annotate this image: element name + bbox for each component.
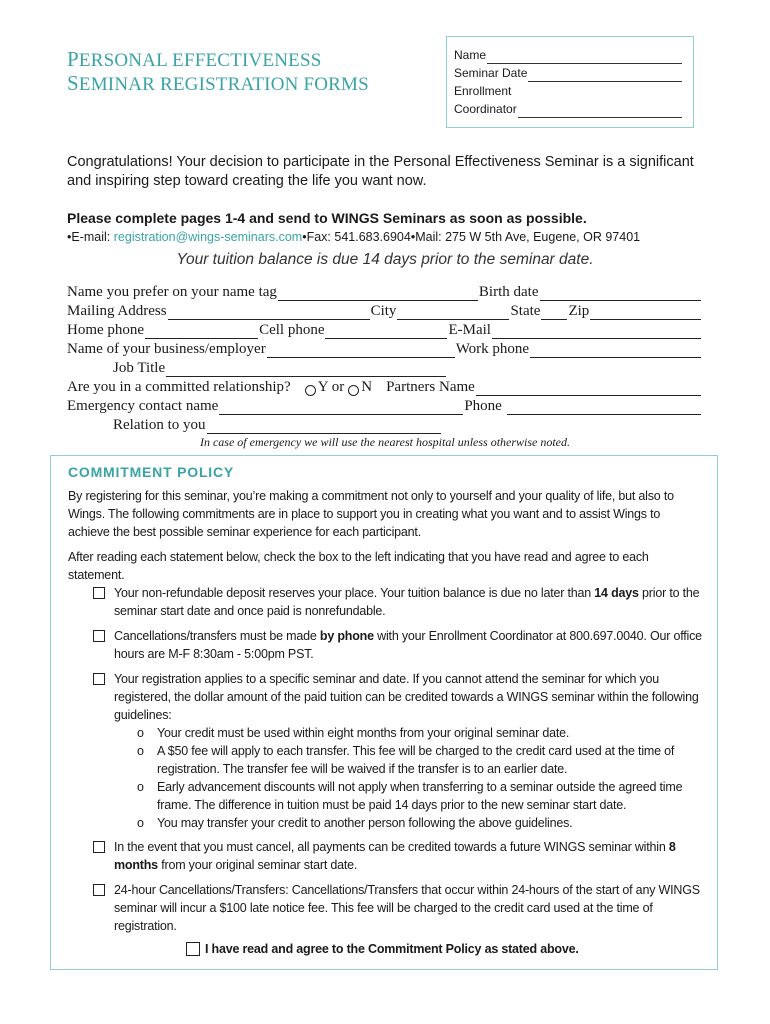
city-input[interactable] <box>397 305 509 320</box>
cell-phone-label: Cell phone <box>259 322 325 338</box>
job-title-label: Job Title <box>113 360 166 376</box>
name-tag-input[interactable] <box>278 286 478 301</box>
relation-input[interactable] <box>207 419 441 434</box>
seminar-date-label: Seminar Date <box>454 66 528 80</box>
late-fee-checkbox[interactable] <box>93 884 105 896</box>
registration-checkbox[interactable] <box>93 673 105 685</box>
agree-checkbox[interactable] <box>186 942 200 956</box>
name-tag-label: Name you prefer on your name tag <box>67 284 277 300</box>
partners-name-label: Partners Name <box>386 379 475 395</box>
page-title <box>67 48 369 96</box>
partners-name-input[interactable] <box>476 381 701 396</box>
item2-text-end: with your Enrollment Coordinator at 800.697.0040. Our office hours are M-F 8:30am - 5:00pm PST. <box>114 629 702 661</box>
mailing-address-input[interactable] <box>168 305 370 320</box>
business-input[interactable] <box>267 343 455 358</box>
policy-item-cancellations <box>93 627 705 663</box>
policy-heading: COMMITMENT POLICY <box>68 464 235 480</box>
policy-item-registration <box>93 670 705 832</box>
home-phone-input[interactable] <box>145 324 258 339</box>
policy-item-deposit <box>93 584 705 620</box>
state-label: State <box>510 303 541 319</box>
policy-item-late-fee <box>93 881 705 935</box>
work-phone-input[interactable] <box>530 343 701 358</box>
deposit-checkbox[interactable] <box>93 587 105 599</box>
tuition-note: Your tuition balance is due 14 days prior to the seminar date. <box>176 251 594 268</box>
registration-form <box>67 282 702 434</box>
relationship-yes-radio[interactable] <box>305 385 316 396</box>
item3-text: Your registration applies to a specific seminar and date. If you cannot attend the seminar for which you registered, the dollar amount of the paid tuition can be credited towards a WINGS seminar within the following guidelines: <box>114 672 699 722</box>
relationship-no-label: N <box>361 379 373 395</box>
enrollment-label: Enrollment <box>454 84 512 98</box>
emergency-note: In case of emergency we will use the nearest hospital unless otherwise noted. <box>199 435 571 449</box>
email-input[interactable] <box>492 324 701 339</box>
guideline-item: o A $50 fee will apply to each transfer. This fee will be charged to the credit card used at the time of registration. The transfer fee will be waived if the transfer is to an earlier date. <box>137 742 705 778</box>
agree-label: I have read and agree to the Commitment Policy as stated above. <box>205 942 579 956</box>
commitment-policy-box <box>50 455 718 970</box>
guideline-item: o Early advancement discounts will not apply when transferring to a seminar outside the agreed time frame. The difference in tuition must be paid 14 days prior to the new seminar start date. <box>137 778 705 814</box>
coordinator-field[interactable] <box>518 104 682 118</box>
email-label: E-Mail <box>448 322 491 338</box>
coordinator-box <box>446 36 694 128</box>
mailing-address-label: Mailing Address <box>67 303 167 319</box>
cancellations-checkbox[interactable] <box>93 630 105 642</box>
emergency-contact-label: Emergency contact name <box>67 398 219 414</box>
cancel-credit-checkbox[interactable] <box>93 841 105 853</box>
congrats-text: Congratulations! Your decision to participate in the Personal Effectiveness Seminar is a significant and inspiring step toward creating the life you want now. <box>67 154 694 189</box>
business-label: Name of your business/employer <box>67 341 266 357</box>
work-phone-label: Work phone <box>455 341 530 357</box>
email-prefix: •E-mail: <box>67 230 114 244</box>
policy-instructions: After reading each statement below, check the box to the left indicating that you have read and agree to each statement. <box>68 550 649 582</box>
coordinator-name-field[interactable] <box>487 50 682 64</box>
item1-text: Your non-refundable deposit reserves your place. Your tuition balance is due no later than <box>114 586 595 600</box>
relationship-no-radio[interactable] <box>348 385 359 396</box>
item4-text-end: from your original seminar start date. <box>157 858 358 872</box>
item2-text: Cancellations/transfers must be made <box>114 629 320 643</box>
title-line-2: SEMINAR REGISTRATION FORMS <box>67 71 369 95</box>
item1-bold: 14 days <box>594 586 639 600</box>
contact-info <box>67 230 640 244</box>
emergency-phone-label: Phone <box>464 398 502 414</box>
state-input[interactable] <box>541 305 567 320</box>
relation-label: Relation to you <box>113 417 206 433</box>
relationship-yes-label: Y or <box>317 379 345 395</box>
item3-guidelines <box>93 724 705 832</box>
item2-bold: by phone <box>319 629 374 643</box>
guideline-item: o Your credit must be used within eight months from your original seminar date. <box>137 724 705 742</box>
fax-mail-text: •Fax: 541.683.6904•Mail: 275 W 5th Ave, Eugene, OR 97401 <box>302 230 641 244</box>
policy-intro: By registering for this seminar, you’re making a commitment not only to yourself and your quality of life, but also to Wings. The following commitments are in place to support you in creating what you want and to assist Wings to achieve the best possible seminar experience for each participant. <box>68 489 674 539</box>
relationship-label: Are you in a committed relationship? <box>67 379 291 395</box>
instructions-text: Please complete pages 1-4 and send to WINGS Seminars as soon as possible. <box>67 210 587 226</box>
job-title-input[interactable] <box>166 362 446 377</box>
zip-input[interactable] <box>590 305 701 320</box>
coordinator-name-label: Name <box>454 48 487 62</box>
coordinator-label: Coordinator <box>454 102 517 116</box>
item1-text-end: prior to the seminar start date and once paid is nonrefundable. <box>114 586 700 618</box>
policy-item-cancel-credit <box>93 838 705 874</box>
agree-row <box>186 940 579 958</box>
city-label: City <box>370 303 397 319</box>
birth-date-label: Birth date <box>478 284 539 300</box>
emergency-contact-input[interactable] <box>219 400 463 415</box>
emergency-phone-input[interactable] <box>507 400 701 415</box>
seminar-date-field[interactable] <box>528 68 682 82</box>
cell-phone-input[interactable] <box>325 324 447 339</box>
zip-label: Zip <box>568 303 590 319</box>
item5-text: 24-hour Cancellations/Transfers: Cancellations/Transfers that occur within 24-hours of the start of any WINGS seminar will incur a $100 late notice fee. This fee will be charged to the credit card used at the time of registration. <box>114 883 700 933</box>
birth-date-input[interactable] <box>540 286 702 301</box>
title-line-1: PERSONAL EFFECTIVENESS <box>67 47 322 71</box>
email-link[interactable]: registration@wings-seminars.com <box>113 230 303 244</box>
item4-text: In the event that you must cancel, all payments can be credited towards a future WINGS seminar within <box>114 840 669 854</box>
item4-bold: 8 months <box>114 840 676 872</box>
guideline-item: o You may transfer your credit to another person following the above guidelines. <box>137 814 705 832</box>
home-phone-label: Home phone <box>67 322 145 338</box>
